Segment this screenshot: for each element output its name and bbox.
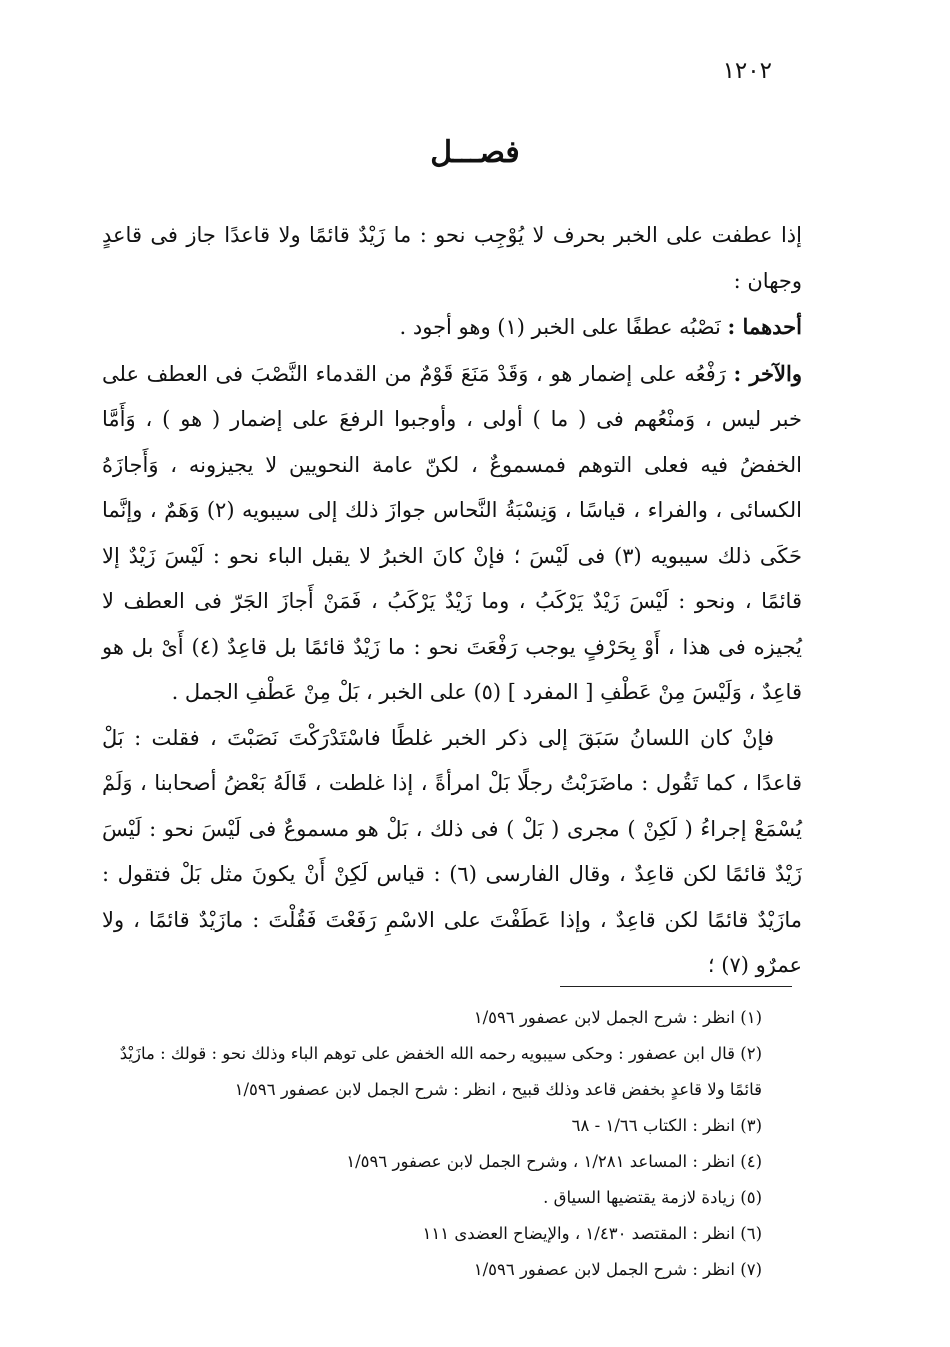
footnote-7: (٧) انظر : شرح الجمل لابن عصفور ١/٥٩٦	[473, 1260, 762, 1279]
paragraph-first-option	[102, 304, 802, 351]
paragraph-second-text: رَفْعُه على إضمار هو ، وَقَدْ مَنَعَ قَوْمٌ من القدماء النَّصْبَ فى العطف على خبر ليس ، وَمنْعُهم فى ( ما ) أولى ، وأوجبوا الرفعَ على إضمار ( هو ) ، وَأَمَّا الخفضُ فيه فعلى التوهم فمسموعٌ ، لكنّ عامة النحويين لا يجيزونه ، وَأَجازَهُ الكسائى ، والفراء ، قياسًا ، وَنِسْبَةُ النَّحاس جوازَ ذلك إلى سيبويه (٢) وَهَمٌ ، وإنَّما حَكَى ذلك سيبويه (٣) فى لَيْسَ ؛ فإنْ كانَ الخبرُ لا يقبل الباء نحو : لَيْسَ زَيْدٌ إلا قائمًا ، ونحو : لَيْسَ زَيْدٌ يَرْكَبُ ، وما زَيْدٌ يَرْكَبُ ، فَمَنْ أَجازَ الجَرّ فى العطف لا يُجيزه فى هذا ، أَوْ بِحَرْفٍ يوجب رَفْعَتَ نحو : ما زَيْدٌ قائمًا بل قاعِدٌ (٤) أَىْ بل هو قاعِدٌ ، وَلَيْسَ مِنْ عَطْفِ [ المفرد ] (٥) على الخبر ، بَلْ مِنْ عَطْفِ الجمل .	[102, 361, 802, 704]
footnote-2: (٢) قال ابن عصفور : وحكى سيبويه رحمه الله الخفض على توهم الباء وذلك نحو : قولك : مازَيْدٌ قائمًا ولا قاعدٍ بخفض قاعد وذلك قبيح ، انظر : شرح الجمل لابن عصفور ١/٥٩٦	[119, 1044, 762, 1099]
paragraph-second-option	[102, 351, 802, 716]
footnote-6: (٦) انظر : المقتصد ١/٤٣٠ ، والإيضاح العضدى ١١١	[422, 1224, 762, 1243]
paragraph-correction: فإنْ كان اللسانُ سَبَقَ إلى ذكر الخبر غلطًا فاسْتَدْرَكْتَ نَصَبْتَ ، فقلت : بَلْ قاعدًا ، كما تَقُول : ماضَرَبْتُ رجلًا بَلْ امرأةً ، إذا غلطت ، قَالَهُ بَعْضُ أصحابنا ، وَلَمْ يُسْمَعْ إجراءُ ( لَكِنْ ) مجرى ( بَلْ ) فى ذلك ، بَلْ هو مسموعٌ فى لَيْسَ نحو : لَيْسَ زَيْدٌ قائمًا لكن قاعِدٌ ، وقال الفارسى (٦) : قياس لَكِنْ أَنْ يكونَ مثل بَلْ فتقول : مازَيْدٌ قائمًا لكن قاعِدٌ ، وإذا عَطَفْتَ على الاسْمِ رَفَعْتَ فَقُلْتَ : مازَيْدٌ قائمًا ، ولا عمرٌو (٧) ؛	[102, 725, 802, 977]
footnote-5: (٥) زيادة لازمة يقتضيها السياق .	[543, 1188, 762, 1207]
footnote-3: (٣) انظر : الكتاب ١/٦٦ - ٦٨	[571, 1116, 762, 1135]
term-first: أحدهما :	[727, 314, 802, 339]
term-second: والآخر :	[733, 360, 802, 386]
paragraph-first-text: نَصْبُه عطفًا على الخبر (١) وهو أجود .	[399, 315, 728, 339]
paragraph-intro: إذا عطفت على الخبر بحرف لا يُوْجِب نحو : ما زَيْدٌ قائمًا ولا قاعدًا جاز فى قاعدٍ وجهان :	[102, 223, 802, 293]
footnote-1: (١) انظر : شرح الجمل لابن عصفور ١/٥٩٦	[473, 1008, 762, 1027]
footnotes	[102, 1000, 802, 1288]
chapter-title: فصـــل	[430, 135, 520, 170]
body-text	[102, 213, 802, 989]
page-number: ١٢٠٢	[722, 58, 772, 84]
footnote-divider	[560, 986, 792, 987]
footnote-4: (٤) انظر : المساعد ١/٢٨١ ، وشرح الجمل لابن عصفور ١/٥٩٦	[346, 1152, 762, 1171]
